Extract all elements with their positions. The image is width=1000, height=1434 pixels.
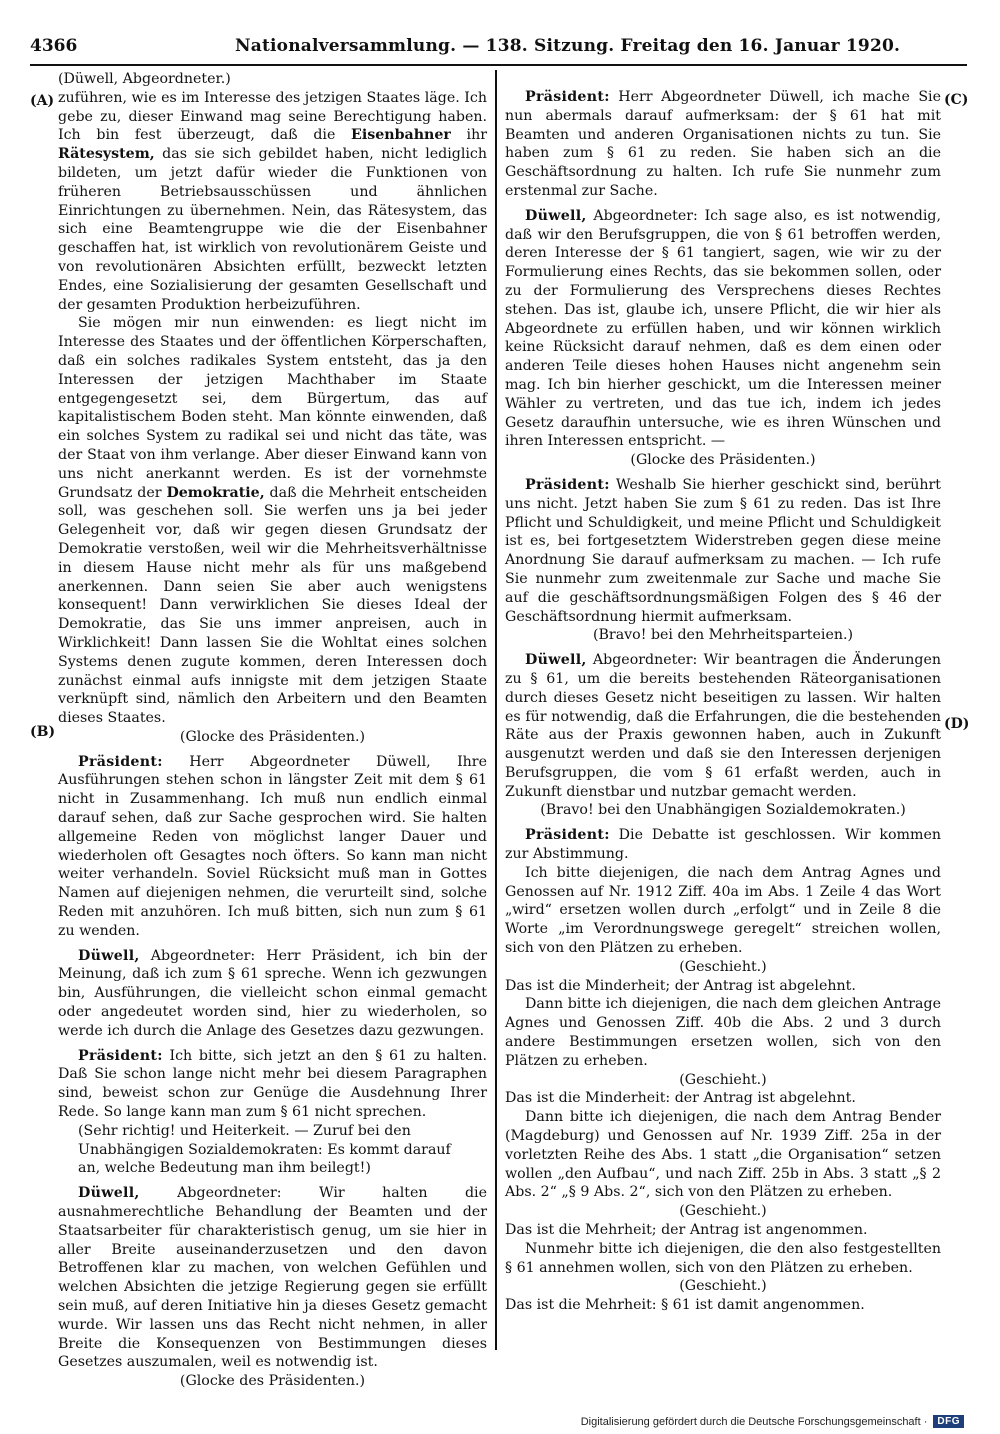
speaker-name: Präsident: bbox=[525, 476, 610, 493]
speech-paragraph: Präsident: Herr Abgeordneter Düwell, Ihre Ausführungen stehen schon in längster Zeit mit dem § 61 nicht in Zusammenhang. Ich muß nun endlich einmal darauf sehen, daß zur Sache gesprochen wird. Sie halten allgemeine Reden von möglichst langer Dauer und wiederholen oft Gesagtes noch öfters. So kann man nicht weiter verhandeln. Soviel Rücksicht muß man in Gottes Namen auf diejenigen nehmen, die verurteilt sind, solche Reden mit anzuhören. Ich muß bitten, sich nun zum § 61 zu wenden. bbox=[58, 753, 487, 939]
digitization-credit bbox=[581, 1415, 964, 1428]
stage-direction: (Geschieht.) bbox=[679, 1071, 767, 1088]
stage-direction: (Geschieht.) bbox=[679, 1278, 767, 1295]
margin-mark-d: (D) bbox=[944, 716, 970, 732]
vote-paragraph: Ich bitte diejenigen, die nach dem Antrag Agnes und Genossen auf Nr. 1912 Ziff. 40a im Abs. 1 Zeile 4 das Wort „wird“ ersetzen wollen durch „erfolgt“ und in Zeile 8 die Worte „im Verordnungswege geregelt“ streichen wollen, sich von den Plätzen zu erheben. bbox=[505, 864, 941, 957]
vote-result: Das ist die Mehrheit: § 61 ist damit angenommen. bbox=[505, 1297, 865, 1314]
stage-direction: (Glocke des Präsidenten.) bbox=[179, 1373, 366, 1390]
speaker-name: Präsident: bbox=[78, 753, 163, 770]
speech-paragraph: Präsident: Herr Abgeordneter Düwell, ich mache Sie nun abermals darauf aufmerksam: der § 61 hat mit Beamten und anderen Organisationen nichts zu tun. Sie haben zum § 61 zu reden. Sie haben sich an die Geschäftsordnung zu halten. Ich rufe Sie nunmehr zum erstenmal zur Sache. bbox=[505, 89, 941, 199]
speaker-name: Düwell, bbox=[525, 207, 587, 224]
speaker-name: Düwell, bbox=[78, 1185, 140, 1202]
speaker-name: Düwell, bbox=[78, 947, 140, 964]
stage-direction: (Glocke des Präsidenten.) bbox=[179, 728, 366, 745]
speech-paragraph: Präsident: Weshalb Sie hierher geschickt sind, berührt uns nicht. Jetzt haben Sie zum § 61 zu reden. Das ist Ihre Pflicht und Schuldigkeit, und meine Pflicht und Schuldigkeit ist es, bei fortgesetztem Widerstreben gegen diese meine Anordnung Sie darauf aufmerksam zu machen. — Ich rufe Sie nunmehr zum zweitenmale zur Sache und mache Sie auf die geschäftsordnungsmäßigen Folgen des § 46 der Geschäftsordnung hiermit aufmerksam. bbox=[505, 476, 941, 625]
vote-paragraph: Nunmehr bitte ich diejenigen, die den also festgestellten § 61 annehmen wollen, sich von den Plätzen zu erheben. bbox=[505, 1240, 941, 1276]
speaker-name: Präsident: bbox=[525, 89, 610, 105]
speech-paragraph: Düwell, Abgeordneter: Ich sage also, es ist notwendig, daß wir den Berufsgruppen, die von § 61 betroffen werden, deren Interesse der § 61 tangiert, sagen, wie wir zu der Formulierung eines Rechts, das sie bekommen sollen, oder zu der Formulierung des Versprechens dieses Rechtes stehen. Das ist, glaube ich, unsere Pflicht, die wir hier als Abgeordnete zu erfüllen haben, und wir können wirklich keine Rücksicht darauf nehmen, daß es dem einen oder anderen Teile dieses hohen Hauses nicht angenehm sein mag. Ich bin hierher geschickt, um die Interessen meiner Wähler zu vertreten, und das tue ich, indem ich jedes Gesetz daraufhin untersuche, wie es ihren Wünschen und ihren Interessen entspricht. — bbox=[505, 207, 941, 450]
column-divider bbox=[495, 70, 497, 1350]
credit-text: Digitalisierung gefördert durch die Deutsche Forschungsgemeinschaft · bbox=[580, 1415, 928, 1428]
margin-mark-b: (B) bbox=[30, 724, 56, 740]
margin-mark-c: (C) bbox=[944, 92, 969, 108]
speech-paragraph: zuführen, wie es im Interesse des jetzigen Staates läge. Ich gebe zu, dieser Einwand mag seine Berechtigung haben. Ich bin fest überzeugt, daß die Eisenbahner ihr Rätesystem, das sie sich gebildet haben, nicht lediglich bildeten, um jetzt dafür wieder die Funktionen von früheren Betriebsausschüssen und ähnlichen Einrichtungen zu übernehmen. Nein, das Rätesystem, das sich eine Beamtengruppe wie die der Eisenbahner geschaffen hat, ist wirklich von revolutionärem Geiste und von revolutionären Absichten erfüllt, bezweckt letzten Endes, eine Sozialisierung der gesamten Gesellschaft und der gesamten Produktion herbeizuführen. bbox=[58, 89, 487, 313]
vote-result: Das ist die Minderheit: der Antrag ist abgelehnt. bbox=[505, 1090, 856, 1107]
speech-paragraph: Düwell, Abgeordneter: Wir halten die ausnahmerechtliche Behandlung der Beamten und der Staatsarbeiter für charakteristisch genug, um sie hier in aller Breite auseinanderzusetzen und den davon Betroffenen klar zu machen, von welchen Gefühlen und welchen Absichten die jetzige Regierung gegen sie erfüllt sein muß, auf deren Initiative hin ja dieses Gesetz gemacht wurde. Wir lassen uns das Recht nicht nehmen, in aller Breite die Konsequenzen von Bestimmungen dieses Gesetzes auszumalen, weil es notwendig ist. bbox=[58, 1185, 487, 1371]
speaker-name: Düwell, bbox=[525, 652, 587, 669]
vote-result: Das ist die Minderheit; der Antrag ist abgelehnt. bbox=[505, 977, 856, 994]
stage-direction: (Geschieht.) bbox=[679, 958, 767, 975]
right-column bbox=[505, 88, 941, 1315]
running-head: (Düwell, Abgeordneter.) bbox=[58, 71, 231, 87]
header-title: Nationalversammlung. — 138. Sitzung. Freitag den 16. Januar 1920. bbox=[235, 36, 901, 56]
speech-paragraph: Sie mögen mir nun einwenden: es liegt nicht im Interesse des Staates und der öffentlichen Körperschaften, daß ein solches radikales System entsteht, das ja den Interessen der jetzigen Machthaber im Staate entgegengesetzt sei, dem Bürgertum, das auf kapitalistischem Boden steht. Man könnte einwenden, daß ein solches System zu radikal sei und nicht das täte, was der Staat von ihm verlange. Aber dieser Einwand kann von uns nicht anerkannt werden. Es ist der vornehmste Grundsatz der Demokratie, daß die Mehrheit entscheiden soll, was geschehen soll. Sie werfen uns ja bei jeder Gelegenheit vor, daß wir gegen diesen Grundsatz der Demokratie verstoßen, weil wir die Mehrheitsverhältnisse in diesem Hause nicht mehr als für uns maßgebend anerkennen. Dann seien Sie aber auch wenigstens konsequent! Dann verwirklichen Sie dieses Ideal der Demokratie, das Sie uns immer anpreisen, auch in Wirklichkeit! Dann lassen Sie die Wohltat eines solchen Systems denen zugute kommen, deren Interessen doch zunächst einmal aufs innigste mit dem jetzigen Staate verknüpft sind, nämlich den Arbeitern und den Beamten dieses Staates. bbox=[58, 315, 488, 727]
interjection: (Sehr richtig! und Heiterkeit. — Zuruf bei den Unabhängigen Sozialdemokraten: Es kommt darauf an, welche Bedeutung man ihm beilegt!) bbox=[78, 1122, 451, 1177]
speech-paragraph: Präsident: Die Debatte ist geschlossen. Wir kommen zur Abstimmung. bbox=[505, 827, 941, 863]
dfg-logo-icon: DFG bbox=[933, 1415, 964, 1428]
speech-paragraph: Düwell, Abgeordneter: Herr Präsident, ich bin der Meinung, daß ich zum § 61 spreche. Wenn ich gezwungen bin, Ausführungen, die vielleicht schon einmal gemacht oder angedeutet worden sind, hier zu wiederholen, so werde ich durch die Anlage des Gesetzes dazu gezwungen. bbox=[58, 947, 487, 1039]
speaker-name: Präsident: bbox=[78, 1047, 163, 1064]
stage-direction: (Glocke des Präsidenten.) bbox=[630, 452, 816, 469]
interjection: (Bravo! bei den Mehrheitsparteien.) bbox=[592, 627, 854, 644]
speech-paragraph: Düwell, Abgeordneter: Wir beantragen die Änderungen zu § 61, um die bereits bestehenden Räteorganisationen durch dieses Gesetz nicht beseitigen zu lassen. Wir halten es für notwendig, daß die Erfahrungen, die die bestehenden Räte aus der Praxis gewonnen haben, auch in Zukunft ausgenutzt werden und daß sie den Interessen derjenigen Berufsgruppen, die vom § 61 erfaßt werden, auch in Zukunft dienstbar und nutzbar gemacht werden. bbox=[505, 652, 941, 800]
page-number: 4366 bbox=[30, 36, 78, 56]
vote-result: Das ist die Mehrheit; der Antrag ist angenommen. bbox=[505, 1222, 868, 1239]
vote-paragraph: Dann bitte ich diejenigen, die nach dem Antrag Bender (Magdeburg) und Genossen auf Nr. 1939 Ziff. 25a in der vorletzten Reihe des Abs. 1 statt „die Organisation“ setzen wollen „den Aufbau“, und nach Ziff. 25b in Abs. 3 statt „§ 2 Abs. 2“ „§ 9 Abs. 2“, sich von den Plätzen zu erheben. bbox=[505, 1109, 941, 1201]
vote-paragraph: Dann bitte ich diejenigen, die nach dem gleichen Antrage Agnes und Genossen Ziff. 40b die Abs. 2 und 3 durch andere Bestimmungen ersetzen wollen, sich von den Plätzen zu erheben. bbox=[505, 996, 941, 1069]
header-rule bbox=[30, 64, 967, 66]
page-header bbox=[30, 36, 965, 62]
speech-paragraph: Präsident: Ich bitte, sich jetzt an den § 61 zu halten. Daß Sie schon lange nicht mehr bei diesem Paragraphen sind, beweist schon zur Genüge die Ausdehnung Ihrer Rede. So lange kann man zum § 61 nicht sprechen. bbox=[58, 1047, 487, 1121]
speaker-name: Präsident: bbox=[525, 827, 610, 844]
interjection: (Bravo! bei den Unabhängigen Sozialdemokraten.) bbox=[540, 802, 906, 819]
margin-mark-a: (A) bbox=[30, 93, 55, 109]
left-column bbox=[58, 70, 487, 1391]
stage-direction: (Geschieht.) bbox=[679, 1203, 767, 1220]
